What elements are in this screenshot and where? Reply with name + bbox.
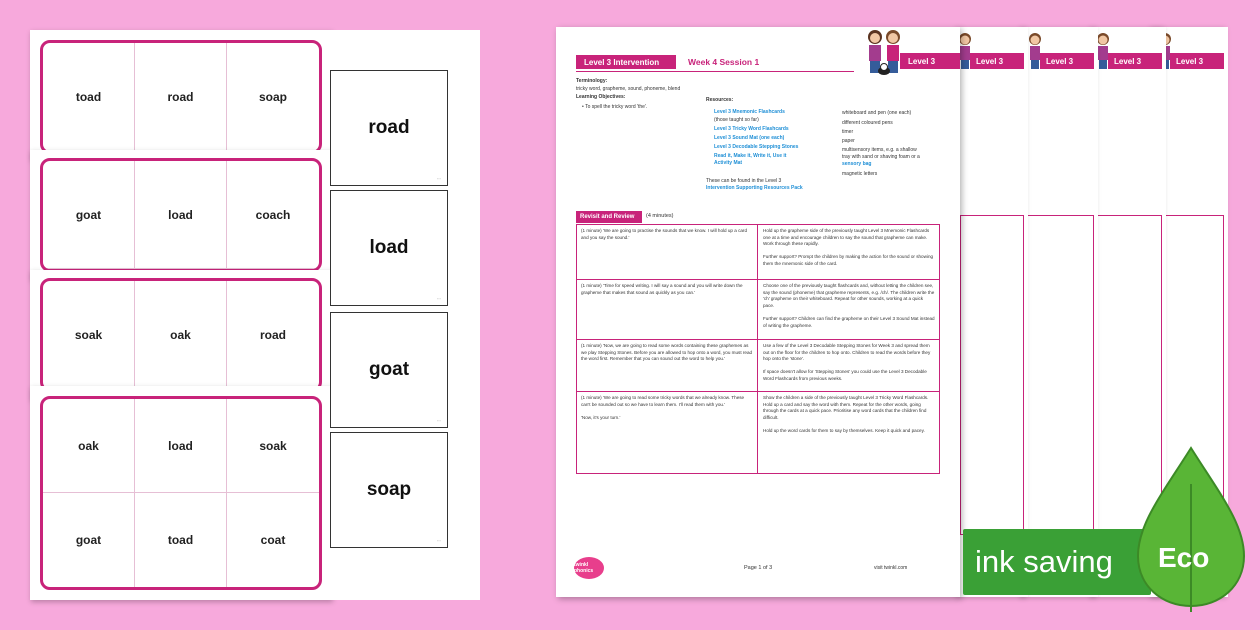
objective-text: To spell the tricky word 'the'. [585, 104, 648, 110]
twinkl-phonics-logo: twinkl phonics [574, 557, 604, 579]
resource-link[interactable]: Activity Mat [714, 160, 743, 166]
level-badge: Level 3 [1108, 53, 1162, 69]
bingo-board [40, 40, 322, 154]
word-card-text: soap [366, 479, 412, 500]
row-instruction-text-2: 'Now, it's your turn.' [581, 414, 621, 420]
bingo-cell: goat [43, 493, 135, 587]
resources-note-text: These can be found in the Level 3 [706, 178, 782, 184]
website-link[interactable]: visit twinkl.com [874, 565, 908, 571]
resource-item-right: timer [842, 129, 854, 135]
resource-link[interactable]: Level 3 Sound Mat (one each) [714, 135, 785, 141]
row-instruction: (1 minute) 'Time for speed writing. I will say a sound and you will write down the grapheme that makes that sound as quickly as you can.' [581, 283, 743, 295]
row-guidance [763, 283, 935, 329]
bingo-sheet-3 [30, 270, 332, 400]
bingo-cell: coat [260, 533, 286, 547]
bingo-board [40, 396, 322, 590]
word-card: soap ··· [330, 432, 448, 548]
resources-pack-link[interactable]: Intervention Supporting Resources Pack [706, 185, 803, 191]
word-card: load ··· [330, 190, 448, 306]
row-guidance [763, 228, 935, 268]
lesson-title: Level 3 Intervention [576, 55, 676, 69]
row-guidance-text: Choose one of the previously taught flashcards and, without letting the children see, say the sound (phoneme) that grapheme represents, e.g. /ch/. The children write the 'ch' grapheme on their whiteboard. Repeat for other sounds, working at a quick pace. [763, 283, 935, 308]
resource-link[interactable]: Level 3 Mnemonic Flashcards [714, 109, 785, 115]
resource-item: (those taught so far) [714, 117, 759, 123]
row-support-text: Further support? Prompt the children by making the action for the sound or showing them the mnemonic side of the card. [763, 254, 934, 266]
word-card: goat ··· [330, 312, 448, 428]
level-badge: Level 3 [1040, 53, 1094, 69]
word-card: road ··· [330, 70, 448, 186]
bingo-sheet-1 [30, 30, 332, 160]
word-card-text: goat [368, 359, 410, 380]
bingo-cell: road [135, 43, 227, 151]
lesson-page-back-3 [1022, 27, 1098, 597]
eco-leaf-icon [1132, 444, 1250, 614]
word-cards-sheet [332, 30, 480, 600]
resource-link[interactable]: Read it, Make it, Write it, Use it [714, 153, 787, 159]
bingo-cell: load [135, 161, 227, 269]
row-guidance-text: Show the children a side of the previously taught Level 3 Tricky Word Flashcards. Hold up a card and say the word with them. Repeat for the other words, going through the cards at a quick pace. Prioritise any word cards that the children find difficult. [763, 395, 929, 420]
table-row [577, 339, 939, 391]
word-card-text: load [369, 237, 409, 258]
section-minutes: (4 minutes) [646, 213, 674, 219]
resource-link[interactable]: Level 3 Decodable Stepping Stones [714, 144, 799, 150]
objectives-label: Learning Objectives: [576, 94, 626, 100]
terminology-label: Terminology: [576, 78, 608, 84]
table-fragment [960, 215, 1024, 535]
bingo-cell: toad [135, 493, 227, 587]
session-title: Week 4 Session 1 [688, 57, 760, 67]
resource-item-right: paper [842, 138, 855, 144]
bingo-sheet-2 [30, 150, 332, 280]
row-instruction-text: (1 minute) 'We are going to read some tricky words that we already know. These can't be sounded out so we have to learn them. I'll read them with you.' [581, 395, 745, 407]
title-divider [576, 71, 854, 72]
table-row [577, 279, 939, 339]
resource-item-right: tray with sand or shaving foam or a [842, 154, 920, 160]
eco-label: Eco [1158, 542, 1210, 573]
row-guidance-text: Use a few of the Level 3 Decodable Stepping Stones for Week 3 and spread them out on the floor for the children to hop onto. Children to read the words before they hop onto the 'stone'. [763, 343, 931, 362]
row-guidance-text: Hold up the grapheme side of the previously taught Level 3 Mnemonic Flashcards one at a time and encourage children to say the sound that grapheme can make. Work through these rapidly. [763, 228, 930, 247]
objective-item: • To spell the tricky word 'the'. [582, 104, 648, 110]
row-instruction: (1 minute) 'We are going to practise the sounds that we know. I will hold up a card and you say the sound.' [581, 228, 748, 240]
resources-label: Resources: [706, 97, 734, 103]
table-row [577, 225, 939, 279]
row-instruction [581, 395, 753, 421]
bingo-cell: soap [227, 43, 319, 151]
row-support-text: Hold up the word cards for them to say by themselves. Keep it quick and pacey. [763, 427, 925, 433]
resource-link[interactable]: sensory bag [842, 161, 872, 167]
lesson-page-back-2 [958, 27, 1028, 597]
lesson-plan-page [556, 27, 960, 597]
resource-item-right: magnetic letters [842, 171, 878, 177]
level-badge: Level 3 [970, 53, 1024, 69]
bingo-cell: goat [43, 161, 135, 269]
bingo-cell: coach [227, 161, 319, 269]
bingo-board [40, 278, 322, 392]
bingo-cell: oak [43, 399, 135, 493]
section-heading: Revisit and Review [576, 211, 642, 223]
row-support-text: Further support? Children can find the grapheme on their Level 3 Sound Mat instead of writing the grapheme. [763, 315, 935, 328]
resources-note [706, 178, 781, 184]
bingo-sheet-4 [30, 386, 332, 600]
bingo-cell: oak [135, 281, 227, 389]
bingo-cell: soak [43, 281, 135, 389]
table-row [577, 391, 939, 475]
row-guidance [763, 343, 935, 383]
bingo-board [40, 158, 322, 272]
terminology-text: tricky word, grapheme, sound, phoneme, blend [576, 86, 681, 92]
bingo-cell: toad [43, 43, 135, 151]
level-badge: Level 3 [900, 53, 960, 69]
resource-item-right: multisensory items, e.g. a shallow [842, 147, 917, 153]
table-fragment [1024, 215, 1094, 535]
page-number: Page 1 of 3 [744, 565, 773, 571]
resource-link[interactable]: Level 3 Tricky Word Flashcards [714, 126, 789, 132]
word-card-text: road [368, 117, 410, 138]
bingo-cell: soak [227, 399, 319, 493]
bingo-cell: load [135, 399, 227, 493]
ink-saving-label: ink saving [963, 529, 1151, 595]
resource-item-right: different coloured pens [842, 120, 893, 126]
children-illustration [862, 27, 906, 77]
row-support-text: If space doesn't allow for 'Stepping Stones' you could use the Level 3 Decodable Word Flashcards from previous weeks. [763, 369, 927, 381]
row-guidance [763, 395, 935, 435]
level-badge: Level 3 [1170, 53, 1224, 69]
bingo-cell: road [227, 281, 319, 389]
resource-item-right: whiteboard and pen (one each) [842, 110, 912, 116]
row-instruction: (1 minute) 'Now, we are going to read some words containing these graphemes as we play Stepping Stones. Before you are allowed to hop onto a word, you must read the word first. Remember that you can sound out the word to help you.' [581, 343, 753, 362]
activity-table [576, 224, 940, 474]
